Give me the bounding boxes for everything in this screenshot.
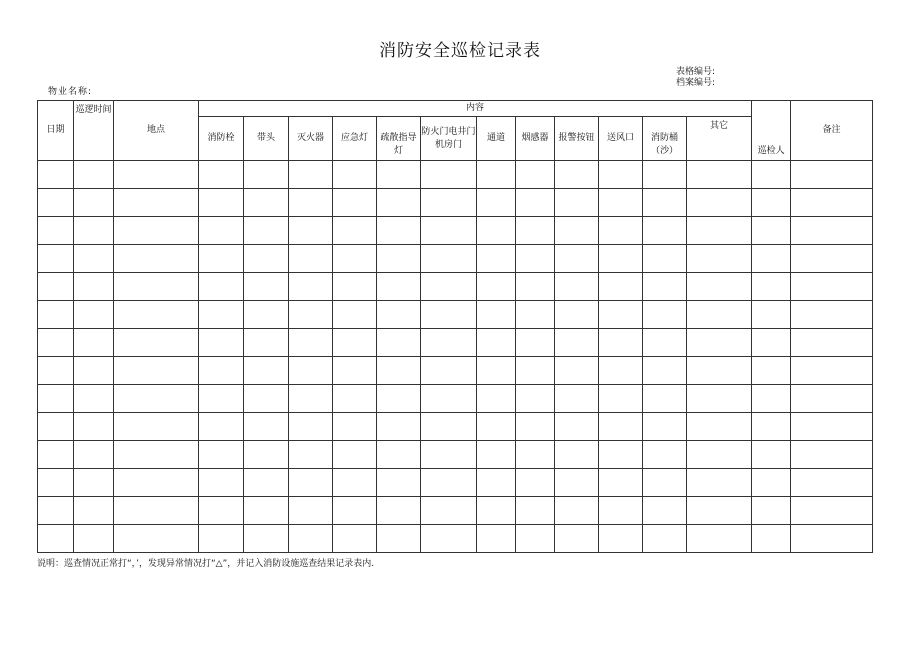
table-cell[interactable] (599, 385, 643, 413)
header-fire-door-room: 防火门电井门机房门 (421, 117, 477, 161)
table-cell[interactable] (643, 525, 687, 553)
table-cell[interactable] (244, 357, 289, 385)
table-cell[interactable] (516, 161, 555, 189)
table-cell[interactable] (289, 525, 333, 553)
table-cell[interactable] (752, 385, 791, 413)
table-cell[interactable] (38, 329, 74, 357)
table-cell[interactable] (752, 217, 791, 245)
table-cell[interactable] (687, 273, 752, 301)
table-cell[interactable] (377, 441, 421, 469)
table-cell[interactable] (477, 301, 516, 329)
table-cell[interactable] (599, 273, 643, 301)
table-cell[interactable] (643, 413, 687, 441)
header-content: 内容 (199, 101, 752, 117)
footnote: 说明：巡查情况正常打“，’，发现异常情况打“△”，并记入消防设施巡查结果记录表内. (37, 559, 375, 569)
table-cell[interactable] (555, 161, 599, 189)
table-cell[interactable] (74, 413, 114, 441)
table-cell[interactable] (377, 357, 421, 385)
table-cell[interactable] (516, 189, 555, 217)
table-cell[interactable] (477, 273, 516, 301)
table-row (38, 189, 873, 217)
table-cell[interactable] (377, 525, 421, 553)
table-cell[interactable] (199, 469, 244, 497)
table-cell[interactable] (289, 245, 333, 273)
header-evacuation-sign: 疏散指导灯 (377, 117, 421, 161)
table-cell[interactable] (114, 329, 199, 357)
table-cell[interactable] (599, 525, 643, 553)
table-cell[interactable] (643, 245, 687, 273)
table-cell[interactable] (333, 273, 377, 301)
table-cell[interactable] (244, 245, 289, 273)
table-cell[interactable] (687, 385, 752, 413)
table-cell[interactable] (687, 497, 752, 525)
table-row (38, 497, 873, 525)
table-cell[interactable] (791, 357, 873, 385)
table-cell[interactable] (333, 413, 377, 441)
table-cell[interactable] (377, 413, 421, 441)
table-cell[interactable] (244, 273, 289, 301)
table-cell[interactable] (74, 189, 114, 217)
table-cell[interactable] (643, 497, 687, 525)
table-cell[interactable] (199, 413, 244, 441)
page-title: 消防安全巡检记录表 (379, 41, 541, 61)
table-cell[interactable] (199, 273, 244, 301)
table-cell[interactable] (555, 413, 599, 441)
property-name-label: 物业名称: (48, 87, 93, 97)
table-cell[interactable] (244, 301, 289, 329)
table-cell[interactable] (377, 217, 421, 245)
table-cell[interactable] (687, 525, 752, 553)
table-cell[interactable] (516, 497, 555, 525)
table-cell[interactable] (555, 189, 599, 217)
header-extinguisher: 灭火器 (289, 117, 333, 161)
table-cell[interactable] (289, 441, 333, 469)
table-cell[interactable] (643, 301, 687, 329)
table-cell[interactable] (244, 189, 289, 217)
table-cell[interactable] (555, 525, 599, 553)
archive-number-label: 档案编号: (676, 78, 716, 88)
table-cell[interactable] (477, 329, 516, 357)
table-cell[interactable] (377, 301, 421, 329)
table-cell[interactable] (38, 441, 74, 469)
inspection-table (37, 100, 873, 553)
table-cell[interactable] (38, 357, 74, 385)
table-cell[interactable] (421, 189, 477, 217)
table-cell[interactable] (199, 329, 244, 357)
table-cell[interactable] (199, 357, 244, 385)
table-cell[interactable] (599, 301, 643, 329)
table-cell[interactable] (244, 161, 289, 189)
table-cell[interactable] (421, 413, 477, 441)
table-cell[interactable] (289, 497, 333, 525)
table-cell[interactable] (114, 301, 199, 329)
table-cell[interactable] (752, 525, 791, 553)
table-cell[interactable] (421, 273, 477, 301)
table-cell[interactable] (516, 441, 555, 469)
table-cell[interactable] (199, 525, 244, 553)
table-cell[interactable] (477, 413, 516, 441)
table-cell[interactable] (38, 245, 74, 273)
table-cell[interactable] (555, 329, 599, 357)
table-cell[interactable] (791, 525, 873, 553)
table-cell[interactable] (643, 441, 687, 469)
table-cell[interactable] (377, 497, 421, 525)
table-cell[interactable] (244, 525, 289, 553)
table-cell[interactable] (643, 161, 687, 189)
table-cell[interactable] (199, 161, 244, 189)
table-cell[interactable] (599, 217, 643, 245)
table-cell[interactable] (333, 161, 377, 189)
table-cell[interactable] (114, 525, 199, 553)
table-cell[interactable] (289, 189, 333, 217)
table-cell[interactable] (516, 301, 555, 329)
table-cell[interactable] (477, 525, 516, 553)
table-cell[interactable] (555, 301, 599, 329)
header-fire-bucket: 消防桶（沙） (643, 117, 687, 161)
table-cell[interactable] (74, 273, 114, 301)
table-row (38, 357, 873, 385)
table-cell[interactable] (687, 329, 752, 357)
table-cell[interactable] (791, 301, 873, 329)
table-cell[interactable] (643, 329, 687, 357)
table-cell[interactable] (244, 329, 289, 357)
table-cell[interactable] (333, 217, 377, 245)
table-cell[interactable] (38, 413, 74, 441)
table-cell[interactable] (599, 189, 643, 217)
table-cell[interactable] (333, 329, 377, 357)
table-cell[interactable] (477, 189, 516, 217)
table-cell[interactable] (421, 329, 477, 357)
table-row (38, 413, 873, 441)
table-cell[interactable] (377, 189, 421, 217)
table-cell[interactable] (289, 357, 333, 385)
table-cell[interactable] (244, 385, 289, 413)
table-cell[interactable] (516, 273, 555, 301)
header-hydrant: 消防栓 (199, 117, 244, 161)
table-cell[interactable] (599, 441, 643, 469)
table-cell[interactable] (333, 189, 377, 217)
table-row (38, 525, 873, 553)
table-cell[interactable] (421, 497, 477, 525)
table-cell[interactable] (752, 497, 791, 525)
table-cell[interactable] (74, 161, 114, 189)
header-passage: 通道 (477, 117, 516, 161)
table-cell[interactable] (555, 469, 599, 497)
header-air-vent: 送风口 (599, 117, 643, 161)
table-cell[interactable] (752, 469, 791, 497)
table-cell[interactable] (599, 413, 643, 441)
table-cell[interactable] (244, 217, 289, 245)
table-cell[interactable] (791, 329, 873, 357)
table-cell[interactable] (687, 469, 752, 497)
table-cell[interactable] (516, 385, 555, 413)
table-cell[interactable] (555, 273, 599, 301)
table-cell[interactable] (516, 469, 555, 497)
table-cell[interactable] (791, 469, 873, 497)
table-cell[interactable] (791, 273, 873, 301)
table-cell[interactable] (516, 217, 555, 245)
table-cell[interactable] (114, 441, 199, 469)
table-cell[interactable] (333, 497, 377, 525)
table-cell[interactable] (555, 441, 599, 469)
table-cell[interactable] (687, 357, 752, 385)
table-cell[interactable] (74, 385, 114, 413)
table-cell[interactable] (114, 161, 199, 189)
table-cell[interactable] (555, 217, 599, 245)
table-cell[interactable] (477, 357, 516, 385)
table-cell[interactable] (289, 273, 333, 301)
header-remarks: 备注 (791, 101, 873, 161)
table-cell[interactable] (421, 441, 477, 469)
table-cell[interactable] (289, 413, 333, 441)
table-cell[interactable] (599, 245, 643, 273)
table-cell[interactable] (791, 413, 873, 441)
table-cell[interactable] (791, 497, 873, 525)
table-cell[interactable] (74, 357, 114, 385)
table-cell[interactable] (38, 189, 74, 217)
table-cell[interactable] (477, 497, 516, 525)
table-cell[interactable] (421, 525, 477, 553)
header-other: 其它 (687, 117, 752, 161)
table-cell[interactable] (114, 413, 199, 441)
table-row (38, 441, 873, 469)
table-row (38, 161, 873, 189)
table-cell[interactable] (643, 189, 687, 217)
table-cell[interactable] (114, 469, 199, 497)
header-emergency-light: 应急灯 (333, 117, 377, 161)
table-row (38, 301, 873, 329)
table-cell[interactable] (38, 161, 74, 189)
table-cell[interactable] (752, 441, 791, 469)
table-cell[interactable] (599, 161, 643, 189)
table-cell[interactable] (289, 469, 333, 497)
table-cell[interactable] (114, 217, 199, 245)
table-cell[interactable] (555, 245, 599, 273)
table-cell[interactable] (74, 441, 114, 469)
table-row (38, 245, 873, 273)
table-cell[interactable] (791, 217, 873, 245)
table-cell[interactable] (421, 245, 477, 273)
table-cell[interactable] (791, 189, 873, 217)
table-cell[interactable] (477, 441, 516, 469)
table-cell[interactable] (377, 273, 421, 301)
header-inspector: 巡检人 (752, 101, 791, 161)
table-cell[interactable] (114, 497, 199, 525)
table-cell[interactable] (38, 385, 74, 413)
header-smoke-detector: 烟感器 (516, 117, 555, 161)
table-cell[interactable] (643, 385, 687, 413)
table-cell[interactable] (199, 441, 244, 469)
table-cell[interactable] (555, 497, 599, 525)
table-cell[interactable] (38, 273, 74, 301)
table-cell[interactable] (199, 189, 244, 217)
table-cell[interactable] (38, 469, 74, 497)
header-date: 日期 (38, 101, 74, 161)
table-cell[interactable] (333, 301, 377, 329)
table-cell[interactable] (643, 217, 687, 245)
table-cell[interactable] (421, 161, 477, 189)
table-cell[interactable] (687, 217, 752, 245)
table-cell[interactable] (289, 385, 333, 413)
table-cell[interactable] (477, 469, 516, 497)
table-cell[interactable] (74, 525, 114, 553)
table-cell[interactable] (289, 329, 333, 357)
table-cell[interactable] (244, 441, 289, 469)
table-cell[interactable] (333, 469, 377, 497)
table-cell[interactable] (199, 301, 244, 329)
table-cell[interactable] (477, 385, 516, 413)
table-cell[interactable] (244, 413, 289, 441)
table-cell[interactable] (289, 301, 333, 329)
table-cell[interactable] (599, 357, 643, 385)
table-cell[interactable] (377, 329, 421, 357)
table-cell[interactable] (599, 329, 643, 357)
table-cell[interactable] (752, 329, 791, 357)
table-cell[interactable] (333, 385, 377, 413)
table-cell[interactable] (516, 357, 555, 385)
table-cell[interactable] (477, 245, 516, 273)
table-cell[interactable] (289, 217, 333, 245)
table-cell[interactable] (555, 385, 599, 413)
table-cell[interactable] (244, 469, 289, 497)
table-cell[interactable] (421, 301, 477, 329)
header-hose-head: 带头 (244, 117, 289, 161)
table-row (38, 385, 873, 413)
table-cell[interactable] (687, 413, 752, 441)
table-cell[interactable] (421, 385, 477, 413)
table-cell[interactable] (377, 469, 421, 497)
header-alarm-button: 报警按钮 (555, 117, 599, 161)
table-row (38, 273, 873, 301)
table-cell[interactable] (333, 357, 377, 385)
table-cell[interactable] (38, 497, 74, 525)
table-cell[interactable] (477, 217, 516, 245)
table-cell[interactable] (791, 385, 873, 413)
table-cell[interactable] (74, 329, 114, 357)
table-cell[interactable] (38, 525, 74, 553)
table-cell[interactable] (752, 413, 791, 441)
table-cell[interactable] (752, 357, 791, 385)
table-cell[interactable] (421, 217, 477, 245)
table-cell[interactable] (516, 329, 555, 357)
table-cell[interactable] (377, 245, 421, 273)
table-cell[interactable] (516, 413, 555, 441)
table-cell[interactable] (752, 301, 791, 329)
table-row (38, 329, 873, 357)
table-cell[interactable] (333, 245, 377, 273)
table-cell[interactable] (74, 245, 114, 273)
table-cell[interactable] (643, 357, 687, 385)
header-location: 地点 (114, 101, 199, 161)
table-cell[interactable] (74, 469, 114, 497)
table-cell[interactable] (687, 441, 752, 469)
table-cell[interactable] (74, 217, 114, 245)
table-cell[interactable] (244, 497, 289, 525)
table-cell[interactable] (791, 161, 873, 189)
table-cell[interactable] (114, 189, 199, 217)
table-cell[interactable] (199, 497, 244, 525)
table-cell[interactable] (687, 301, 752, 329)
table-cell[interactable] (199, 385, 244, 413)
table-cell[interactable] (289, 161, 333, 189)
table-cell[interactable] (791, 245, 873, 273)
table-cell[interactable] (199, 217, 244, 245)
table-cell[interactable] (114, 385, 199, 413)
table-cell[interactable] (114, 357, 199, 385)
table-cell[interactable] (516, 245, 555, 273)
table-cell[interactable] (74, 301, 114, 329)
header-patrol-time: 巡逻时间 (74, 101, 114, 161)
table-cell[interactable] (599, 469, 643, 497)
table-cell[interactable] (555, 357, 599, 385)
table-cell[interactable] (477, 161, 516, 189)
table-cell[interactable] (687, 161, 752, 189)
table-cell[interactable] (516, 525, 555, 553)
form-number-label: 表格编号: (676, 67, 716, 77)
table-cell[interactable] (421, 469, 477, 497)
table-cell[interactable] (333, 441, 377, 469)
table-cell[interactable] (114, 245, 199, 273)
table-cell[interactable] (752, 161, 791, 189)
table-cell[interactable] (599, 497, 643, 525)
table-cell[interactable] (74, 497, 114, 525)
table-cell[interactable] (643, 469, 687, 497)
table-cell[interactable] (377, 161, 421, 189)
table-cell[interactable] (333, 525, 377, 553)
table-cell[interactable] (687, 245, 752, 273)
table-cell[interactable] (199, 245, 244, 273)
table-cell[interactable] (752, 273, 791, 301)
table-cell[interactable] (421, 357, 477, 385)
table-cell[interactable] (377, 385, 421, 413)
table-cell[interactable] (752, 245, 791, 273)
table-cell[interactable] (791, 441, 873, 469)
table-cell[interactable] (114, 273, 199, 301)
table-cell[interactable] (38, 301, 74, 329)
table-cell[interactable] (38, 217, 74, 245)
table-row (38, 469, 873, 497)
table-cell[interactable] (687, 189, 752, 217)
table-cell[interactable] (643, 273, 687, 301)
table-row (38, 217, 873, 245)
table-cell[interactable] (752, 189, 791, 217)
